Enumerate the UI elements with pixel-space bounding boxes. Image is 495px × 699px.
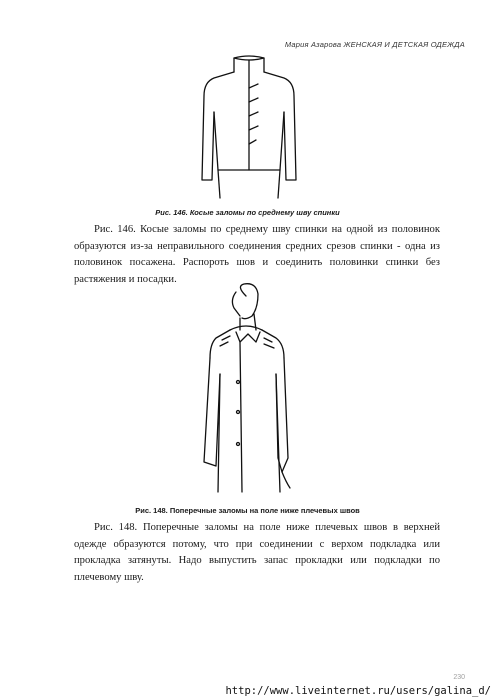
page-number: 230 (453, 674, 465, 681)
figure-148-coat (196, 282, 300, 498)
figure-146-caption: Рис. 146. Косые заломы по среднему шву спинки (155, 208, 340, 217)
watermark-url: http://www.liveinternet.ru/users/galina_d/ (225, 685, 491, 697)
paragraph-146: Рис. 146. Косые заломы по среднему шву спинки на одной из половинок образуются из-за неправильного соединения средних срезов спинки - одна из половинок посажена. Распороть шов и соединить половинки спинки без растяжения и посадки. (74, 224, 440, 285)
paragraph-148: Рис. 148. Поперечные заломы на поле ниже плечевых швов в верхней одежде образуются потому, что при соединении с верхом подкладка или прокладка затянуты. Надо выпустить запас прокладки или подкладки по плечевому шву. (74, 522, 440, 583)
figure-146-jacket-back (196, 52, 302, 200)
running-header: Мария Азарова ЖЕНСКАЯ И ДЕТСКАЯ ОДЕЖДА (284, 40, 465, 49)
figure-148-caption: Рис. 148. Поперечные заломы на поле ниже плечевых швов (135, 506, 360, 515)
